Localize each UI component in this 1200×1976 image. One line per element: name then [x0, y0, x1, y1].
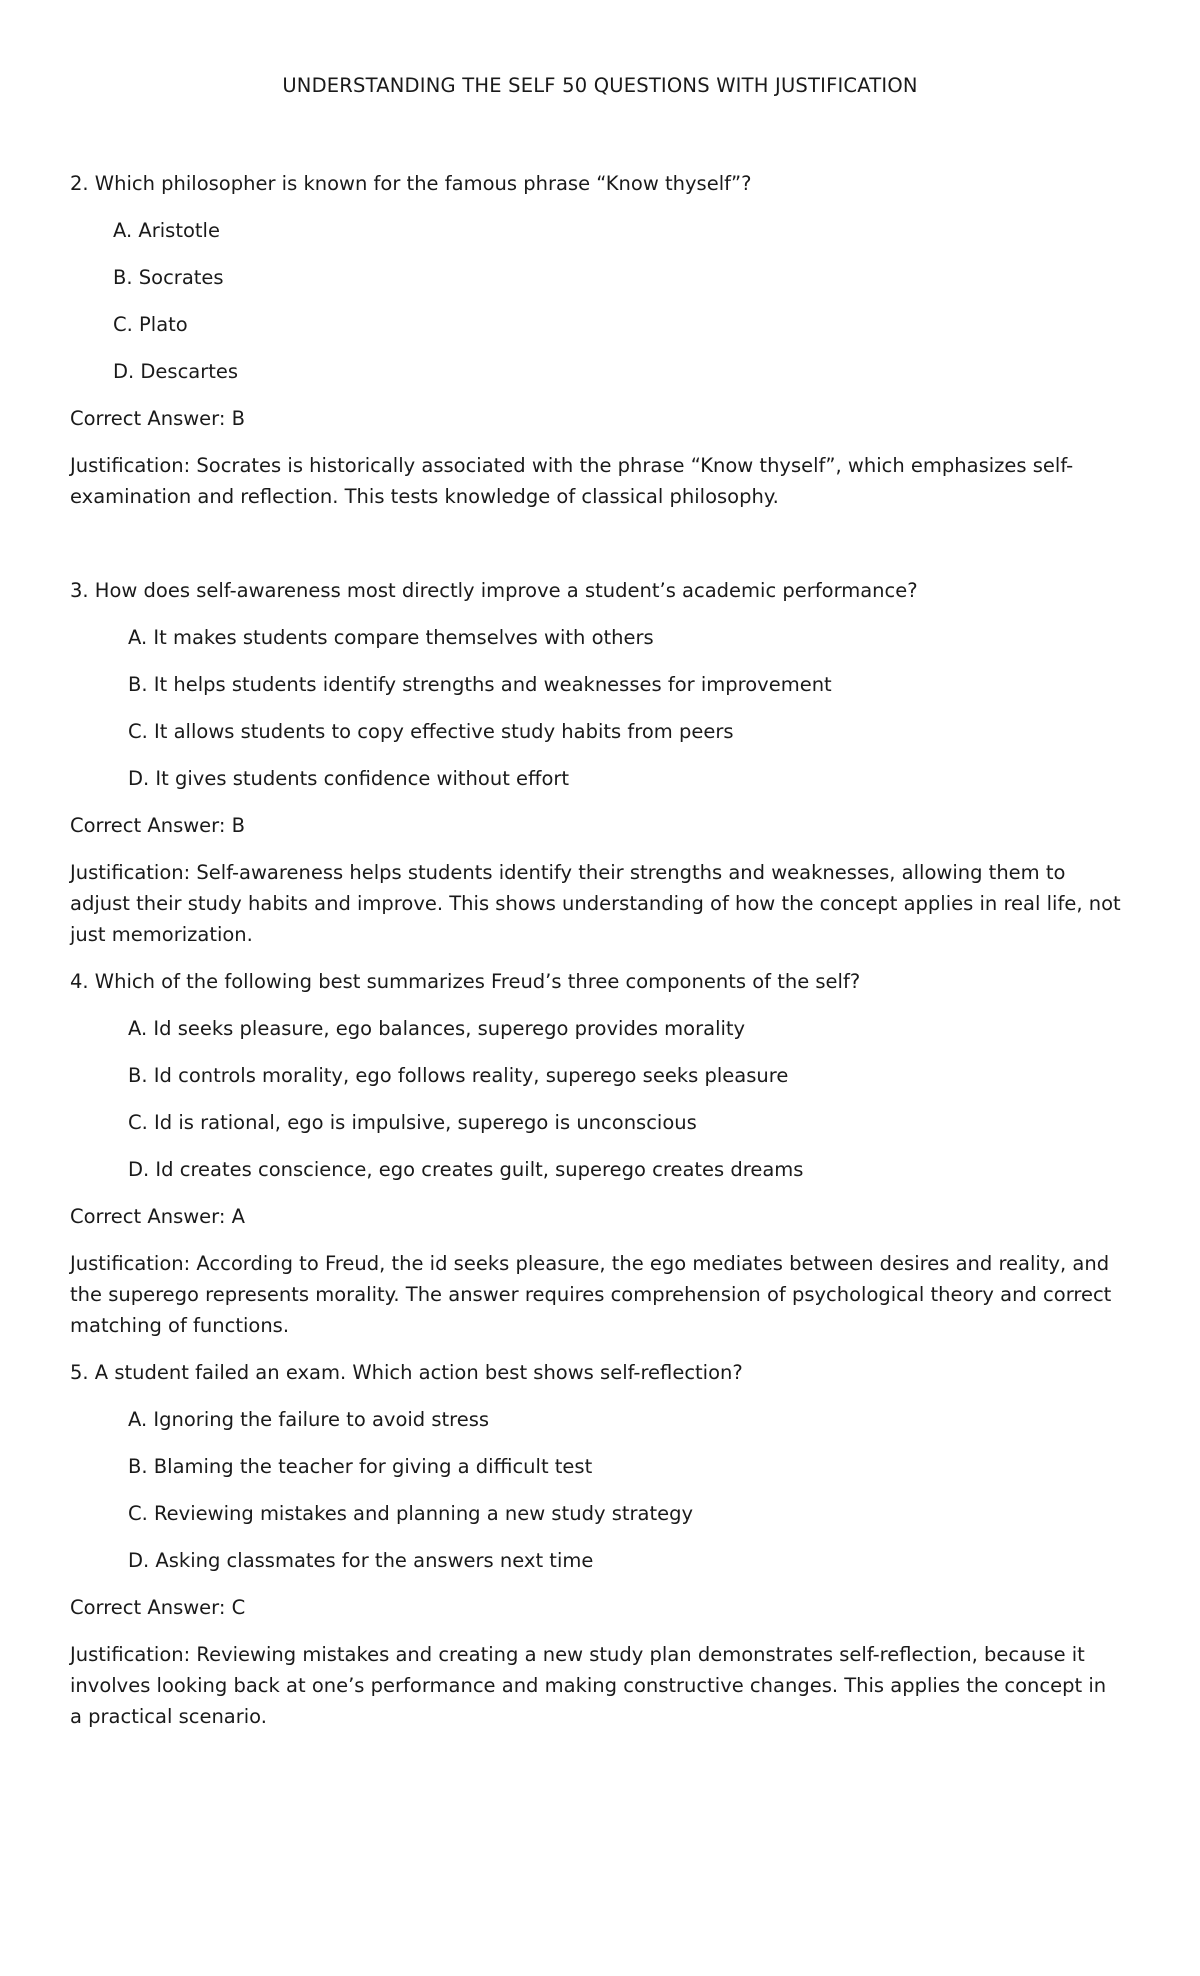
option-c: C. It allows students to copy effective study habits from peers [128, 720, 734, 743]
option-c: C. Reviewing mistakes and planning a new study strategy [128, 1502, 694, 1525]
option-list [70, 1404, 1130, 1576]
option-list [70, 1013, 1130, 1185]
option-list [70, 215, 1130, 387]
correct-answer: Correct Answer: A [70, 1205, 245, 1228]
question-prompt: 4. Which of the following best summarizes Freud’s three components of the self? [70, 970, 861, 993]
option-list [70, 622, 1130, 794]
question-prompt: 2. Which philosopher is known for the famous phrase “Know thyself”? [70, 172, 752, 195]
spacer [70, 528, 1130, 575]
question-prompt: 3. How does self-awareness most directly improve a student’s academic performance? [70, 579, 918, 602]
option-a: A. Id seeks pleasure, ego balances, superego provides morality [128, 1017, 746, 1040]
question-block-5 [70, 1357, 1130, 1732]
question-block-3 [70, 575, 1130, 950]
correct-answer: Correct Answer: B [70, 407, 245, 430]
document-title: UNDERSTANDING THE SELF 50 QUESTIONS WITH JUSTIFICATION [282, 74, 918, 97]
option-a: A. Aristotle [113, 219, 220, 242]
option-d: D. It gives students confidence without effort [128, 767, 570, 790]
correct-answer: Correct Answer: C [70, 1596, 246, 1619]
option-b: B. Id controls morality, ego follows reality, superego seeks pleasure [128, 1064, 789, 1087]
option-b: B. Blaming the teacher for giving a difficult test [128, 1455, 593, 1478]
option-b: B. Socrates [113, 266, 224, 289]
option-d: D. Descartes [113, 360, 239, 383]
question-block-2 [70, 168, 1130, 512]
justification: Justification: Self-awareness helps students identify their strengths and weaknesses, allowing them to adjust their study habits and improve. This shows understanding of how the concept applies in real life, not just memorization. [70, 861, 1121, 946]
justification: Justification: Reviewing mistakes and creating a new study plan demonstrates self-reflection, because it involves looking back at one’s performance and making constructive changes. This applies the concept in a practical scenario. [70, 1643, 1107, 1728]
justification: Justification: Socrates is historically associated with the phrase “Know thyself”, which emphasizes self-examination and reflection. This tests knowledge of classical philosophy. [70, 454, 1074, 508]
option-c: C. Id is rational, ego is impulsive, superego is unconscious [128, 1111, 697, 1134]
option-a: A. Ignoring the failure to avoid stress [128, 1408, 490, 1431]
option-d: D. Asking classmates for the answers next time [128, 1549, 594, 1572]
question-block-4 [70, 966, 1130, 1341]
option-d: D. Id creates conscience, ego creates guilt, superego creates dreams [128, 1158, 804, 1181]
option-a: A. It makes students compare themselves with others [128, 626, 654, 649]
question-prompt: 5. A student failed an exam. Which action best shows self-reflection? [70, 1361, 743, 1384]
correct-answer: Correct Answer: B [70, 814, 245, 837]
option-c: C. Plato [113, 313, 188, 336]
option-b: B. It helps students identify strengths and weaknesses for improvement [128, 673, 832, 696]
justification: Justification: According to Freud, the id seeks pleasure, the ego mediates between desires and reality, and the superego represents morality. The answer requires comprehension of psychological theory and correct matching of functions. [70, 1252, 1112, 1337]
